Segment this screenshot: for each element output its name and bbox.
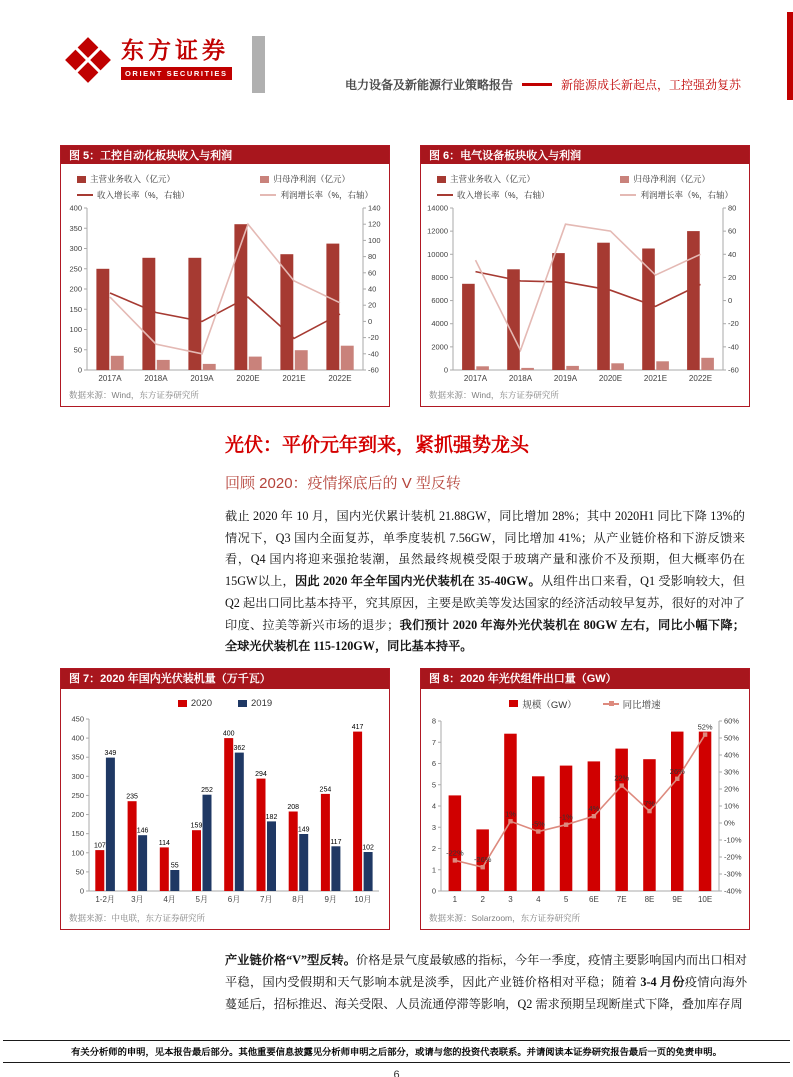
legend-label: 规模（GW） [522, 699, 577, 711]
svg-text:30%: 30% [724, 767, 740, 777]
svg-text:2019A: 2019A [553, 374, 578, 383]
svg-text:7: 7 [431, 737, 436, 747]
svg-text:140: 140 [368, 203, 381, 213]
svg-text:-20: -20 [728, 319, 739, 329]
svg-text:60: 60 [368, 268, 377, 278]
svg-text:1: 1 [452, 895, 458, 904]
legend-line-swatch-icon [620, 194, 636, 196]
legend-label: 主营业务收入（亿元） [450, 174, 536, 184]
report-subtitle-label: 新能源成长新起点，工控强劲复苏 [560, 78, 741, 92]
svg-text:10%: 10% [724, 801, 740, 811]
svg-text:4%: 4% [588, 804, 600, 814]
figure-6-source: 数据来源：Wind，东方证券研究所 [429, 390, 559, 400]
svg-text:22%: 22% [614, 773, 630, 783]
svg-text:9E: 9E [672, 895, 683, 904]
legend-line-swatch-icon [603, 703, 619, 705]
figure-6-box [420, 145, 750, 407]
svg-text:2022E: 2022E [328, 374, 352, 383]
svg-text:50: 50 [75, 867, 84, 877]
svg-text:52%: 52% [697, 722, 713, 732]
svg-text:0: 0 [368, 316, 373, 326]
svg-text:60: 60 [728, 226, 737, 236]
svg-text:-1%: -1% [559, 812, 573, 822]
orient-securities-logo-icon [64, 36, 112, 84]
svg-text:3: 3 [508, 895, 513, 904]
page-footer [0, 1040, 793, 1077]
svg-text:146: 146 [136, 827, 149, 835]
svg-text:40: 40 [368, 284, 377, 294]
svg-text:12000: 12000 [427, 226, 448, 236]
svg-text:0: 0 [431, 886, 436, 896]
svg-text:200: 200 [69, 284, 82, 294]
svg-text:1%: 1% [505, 809, 516, 819]
paragraph-segment-bold: 因此 2020 年全年国内光伏装机在 35-40GW。 [294, 574, 541, 589]
svg-text:117: 117 [330, 838, 342, 846]
svg-text:252: 252 [201, 787, 213, 795]
svg-text:7月: 7月 [259, 895, 273, 904]
legend-bar-swatch-icon [437, 176, 446, 183]
paragraph-segment: 从组件出口来看，Q1 受影响较大，但 Q2 起出口同比基本持平，究其原因，主要是欧美等发达国家的经济活动较早复苏，很好的对冲了印度、拉美等新兴市场的退步； [225, 574, 745, 632]
svg-text:-60: -60 [368, 365, 379, 375]
svg-text:2017A: 2017A [463, 374, 488, 383]
svg-text:7%: 7% [644, 799, 655, 809]
svg-text:417: 417 [351, 724, 364, 732]
svg-text:3月: 3月 [131, 895, 144, 904]
svg-text:2021E: 2021E [643, 374, 668, 383]
svg-text:300: 300 [71, 771, 84, 781]
footer-disclaimer: 有关分析师的申明，见本报告最后部分。其他重要信息披露见分析师申明之后部分，或请与您的投资代表联系。并请阅读本证券研究报告最后一页的免责申明。 [71, 1047, 722, 1057]
chart-canvas [421, 711, 749, 907]
figure-8-title: 图 8：2020 年光伏组件出口量（GW） [421, 669, 749, 689]
legend-item [238, 696, 272, 711]
svg-text:102: 102 [362, 844, 374, 852]
svg-text:2020E: 2020E [236, 374, 260, 383]
svg-text:250: 250 [71, 790, 84, 800]
logo-name-en: ORIENT SECURITIES [121, 67, 232, 80]
svg-text:9月: 9月 [324, 895, 337, 904]
legend-label: 主营业务收入（亿元） [90, 174, 176, 184]
svg-text:2: 2 [480, 895, 485, 904]
svg-text:-10%: -10% [724, 835, 742, 845]
svg-text:-40: -40 [368, 349, 379, 359]
svg-text:349: 349 [104, 750, 117, 758]
figures-row-top [60, 145, 750, 407]
svg-text:-5%: -5% [531, 819, 545, 829]
svg-text:-30%: -30% [724, 869, 742, 879]
brand-logo [64, 36, 232, 84]
svg-text:8月: 8月 [292, 895, 305, 904]
svg-text:2021E: 2021E [282, 374, 306, 383]
legend-line-swatch-icon [437, 194, 453, 196]
svg-text:1-2月: 1-2月 [95, 895, 115, 904]
paragraph-segment: 价格是景气度最敏感的指标，今年一季度，疫情主要影响国内而出口相对平稳，国内受假期和天气影响本就是淡季，因此产业链价格相对平稳；随着 [225, 953, 747, 989]
svg-text:55: 55 [170, 862, 179, 870]
svg-text:4000: 4000 [431, 319, 448, 329]
svg-text:100: 100 [69, 325, 82, 334]
svg-text:254: 254 [319, 786, 332, 794]
red-dash-divider [522, 83, 552, 86]
figure-5-box [60, 145, 390, 407]
svg-text:4: 4 [536, 895, 541, 904]
svg-text:80: 80 [728, 203, 737, 213]
figure-6-plot [421, 198, 749, 386]
svg-text:250: 250 [69, 264, 82, 274]
svg-text:3: 3 [431, 822, 436, 832]
figure-6-title: 图 6：电气设备板块收入与利润 [421, 146, 749, 164]
svg-text:8E: 8E [644, 895, 655, 904]
legend-bar-swatch-icon [77, 176, 86, 183]
legend-label: 归母净利润（亿元） [633, 174, 710, 184]
legend-item [437, 173, 550, 185]
svg-text:2: 2 [431, 844, 436, 853]
svg-text:-60: -60 [728, 365, 739, 375]
legend-label: 利润增长率（%，右轴） [280, 190, 373, 200]
figure-7-legend [61, 689, 389, 711]
svg-text:20: 20 [368, 300, 377, 310]
svg-text:0: 0 [443, 365, 448, 375]
svg-text:5: 5 [431, 780, 436, 790]
svg-text:4: 4 [431, 801, 436, 811]
figures-row-bottom [60, 668, 750, 930]
paragraph-segment: 截止 2020 年 10 月，国内光伏累计装机 21.88GW，同比增加 28%；其中 2020H1 同比下降 13%的情况下，Q3 国内全面复苏，单季度装机 7.56GW，同比增加 41%；从产业链价格和下游反馈来看，Q4 国内将迎来强抢装潮，虽然最终规模受限于玻璃产量和涨价不及预期，但大概率仍在 15GW以上， [225, 509, 745, 589]
svg-text:0: 0 [728, 296, 733, 306]
svg-text:2000: 2000 [431, 342, 448, 352]
figure-5-plot [61, 198, 389, 386]
legend-line-swatch-icon [260, 194, 276, 196]
legend-bar-swatch-icon [509, 700, 518, 707]
header-divider-bar [252, 36, 265, 93]
legend-item [603, 696, 661, 711]
report-header [345, 76, 741, 93]
svg-text:2022E: 2022E [688, 374, 713, 383]
svg-text:120: 120 [368, 219, 381, 229]
svg-text:-40: -40 [728, 342, 739, 352]
figure-7-title: 图 7：2020 年国内光伏装机量（万千瓦） [61, 669, 389, 689]
svg-text:107: 107 [94, 842, 106, 850]
figure-8-plot [421, 711, 749, 907]
svg-text:26%: 26% [669, 766, 685, 776]
legend-bar-swatch-icon [620, 176, 629, 183]
figure-7-plot [61, 711, 389, 907]
svg-text:150: 150 [69, 304, 82, 314]
svg-text:400: 400 [222, 730, 235, 738]
legend-item [260, 173, 373, 185]
intro-paragraph [225, 506, 745, 658]
svg-text:20%: 20% [724, 784, 740, 794]
svg-text:300: 300 [69, 244, 82, 253]
chart-canvas [61, 711, 389, 907]
svg-text:60%: 60% [724, 716, 740, 726]
svg-text:6E: 6E [589, 895, 599, 904]
svg-text:159: 159 [190, 822, 203, 830]
figure-5-source: 数据来源：Wind，东方证券研究所 [69, 390, 199, 400]
svg-text:0: 0 [79, 886, 84, 896]
svg-text:2017A: 2017A [98, 374, 122, 383]
svg-text:2019A: 2019A [190, 374, 214, 383]
svg-text:80: 80 [368, 252, 377, 262]
figure-6-legend [421, 164, 749, 198]
legend-label: 收入增长率（%，右轴） [97, 190, 190, 200]
svg-text:0%: 0% [724, 818, 735, 828]
svg-text:8: 8 [431, 716, 436, 726]
industry-paragraph [225, 950, 747, 1015]
paragraph-segment-bold: 我们预计 2020 年海外光伏装机在 80GW 左右，同比小幅下降；全球光伏装机在 115-120GW，同比基本持平。 [225, 617, 745, 654]
figure-7-source: 数据来源：中电联，东方证券研究所 [69, 913, 206, 923]
legend-item [620, 173, 733, 185]
svg-text:-22%: -22% [446, 848, 464, 858]
svg-text:50: 50 [73, 345, 82, 355]
svg-text:350: 350 [69, 223, 82, 233]
svg-text:149: 149 [297, 826, 310, 834]
logo-name-cn: 东方证券 [121, 37, 229, 63]
svg-text:114: 114 [158, 839, 170, 847]
svg-text:10E: 10E [697, 895, 713, 904]
svg-text:-26%: -26% [473, 855, 492, 865]
figure-8-source: 数据来源：Solarzoom，东方证券研究所 [429, 913, 581, 923]
legend-bar-swatch-icon [260, 176, 269, 183]
legend-item [509, 696, 576, 711]
figure-5-legend [61, 164, 389, 198]
svg-text:5: 5 [563, 895, 569, 904]
svg-text:-20%: -20% [724, 852, 742, 862]
svg-text:6000: 6000 [431, 296, 448, 306]
svg-text:10000: 10000 [427, 249, 448, 259]
svg-text:0: 0 [77, 365, 82, 375]
svg-text:5月: 5月 [195, 895, 209, 904]
legend-line-swatch-icon [77, 194, 93, 196]
svg-text:2018A: 2018A [508, 374, 533, 383]
svg-text:350: 350 [71, 752, 84, 762]
figure-5-title: 图 5：工控自动化板块收入与利润 [61, 146, 389, 164]
legend-item [77, 173, 190, 185]
legend-label: 归母净利润（亿元） [273, 174, 350, 184]
legend-bar-swatch-icon [238, 700, 247, 707]
svg-text:-20: -20 [368, 333, 379, 343]
report-type-label: 电力设备及新能源行业策略报告 [344, 78, 513, 92]
logo-text [121, 36, 232, 80]
solar-section [225, 430, 745, 670]
svg-text:200: 200 [71, 810, 84, 820]
svg-text:2020E: 2020E [598, 374, 623, 383]
page-edge-accent-bar [787, 12, 793, 100]
svg-text:7E: 7E [616, 895, 627, 904]
chart-canvas [421, 198, 749, 386]
svg-text:150: 150 [71, 829, 84, 839]
svg-text:1: 1 [431, 865, 436, 875]
section-subtitle: 回顾 2020：疫情探底后的 V 型反转 [225, 475, 461, 492]
svg-text:100: 100 [71, 848, 84, 858]
paragraph-segment: 疫情向海外蔓延后，招标推迟、海关受限、人员流通停滞等影响，Q2 需求预期呈现断崖式下降，叠加库存周 [225, 974, 748, 1011]
page-number: 6 [393, 1069, 400, 1077]
figure-8-box [420, 668, 750, 930]
svg-text:182: 182 [265, 813, 278, 821]
svg-text:208: 208 [287, 804, 300, 811]
svg-text:10月: 10月 [354, 895, 372, 904]
svg-text:294: 294 [255, 771, 267, 779]
legend-bar-swatch-icon [178, 700, 187, 707]
section-title: 光伏：平价元年到来，紧抓强势龙头 [225, 435, 530, 456]
legend-label: 2020 [190, 698, 212, 709]
svg-text:50%: 50% [724, 733, 740, 743]
svg-text:14000: 14000 [427, 203, 448, 213]
svg-text:40: 40 [728, 249, 737, 259]
footer-rule-bottom [3, 1062, 790, 1063]
legend-label: 利润增长率（%，右轴） [640, 190, 733, 200]
paragraph-segment-bold: 产业链价格“V”型反转。 [225, 953, 356, 968]
figure-7-box [60, 668, 390, 930]
svg-text:450: 450 [71, 714, 84, 724]
figure-8-legend [421, 689, 749, 711]
svg-text:362: 362 [233, 745, 246, 753]
chart-canvas [61, 198, 389, 386]
legend-label: 2019 [251, 698, 273, 709]
svg-text:20: 20 [728, 272, 737, 282]
svg-text:4月: 4月 [163, 895, 176, 904]
svg-text:400: 400 [69, 203, 82, 213]
svg-text:6: 6 [431, 759, 436, 768]
legend-label: 收入增长率（%，右轴） [457, 190, 550, 200]
svg-text:6月: 6月 [227, 895, 241, 904]
svg-text:2018A: 2018A [144, 374, 168, 383]
svg-text:-40%: -40% [724, 886, 742, 896]
svg-text:400: 400 [71, 733, 84, 743]
paragraph-segment-bold: 3-4 月份 [640, 974, 685, 989]
legend-label: 同比增速 [622, 699, 661, 711]
svg-text:235: 235 [126, 793, 138, 801]
svg-text:40%: 40% [724, 750, 740, 760]
svg-text:100: 100 [368, 235, 381, 245]
legend-item [178, 696, 212, 711]
svg-text:8000: 8000 [431, 272, 448, 282]
legend-marker-icon [609, 701, 614, 706]
